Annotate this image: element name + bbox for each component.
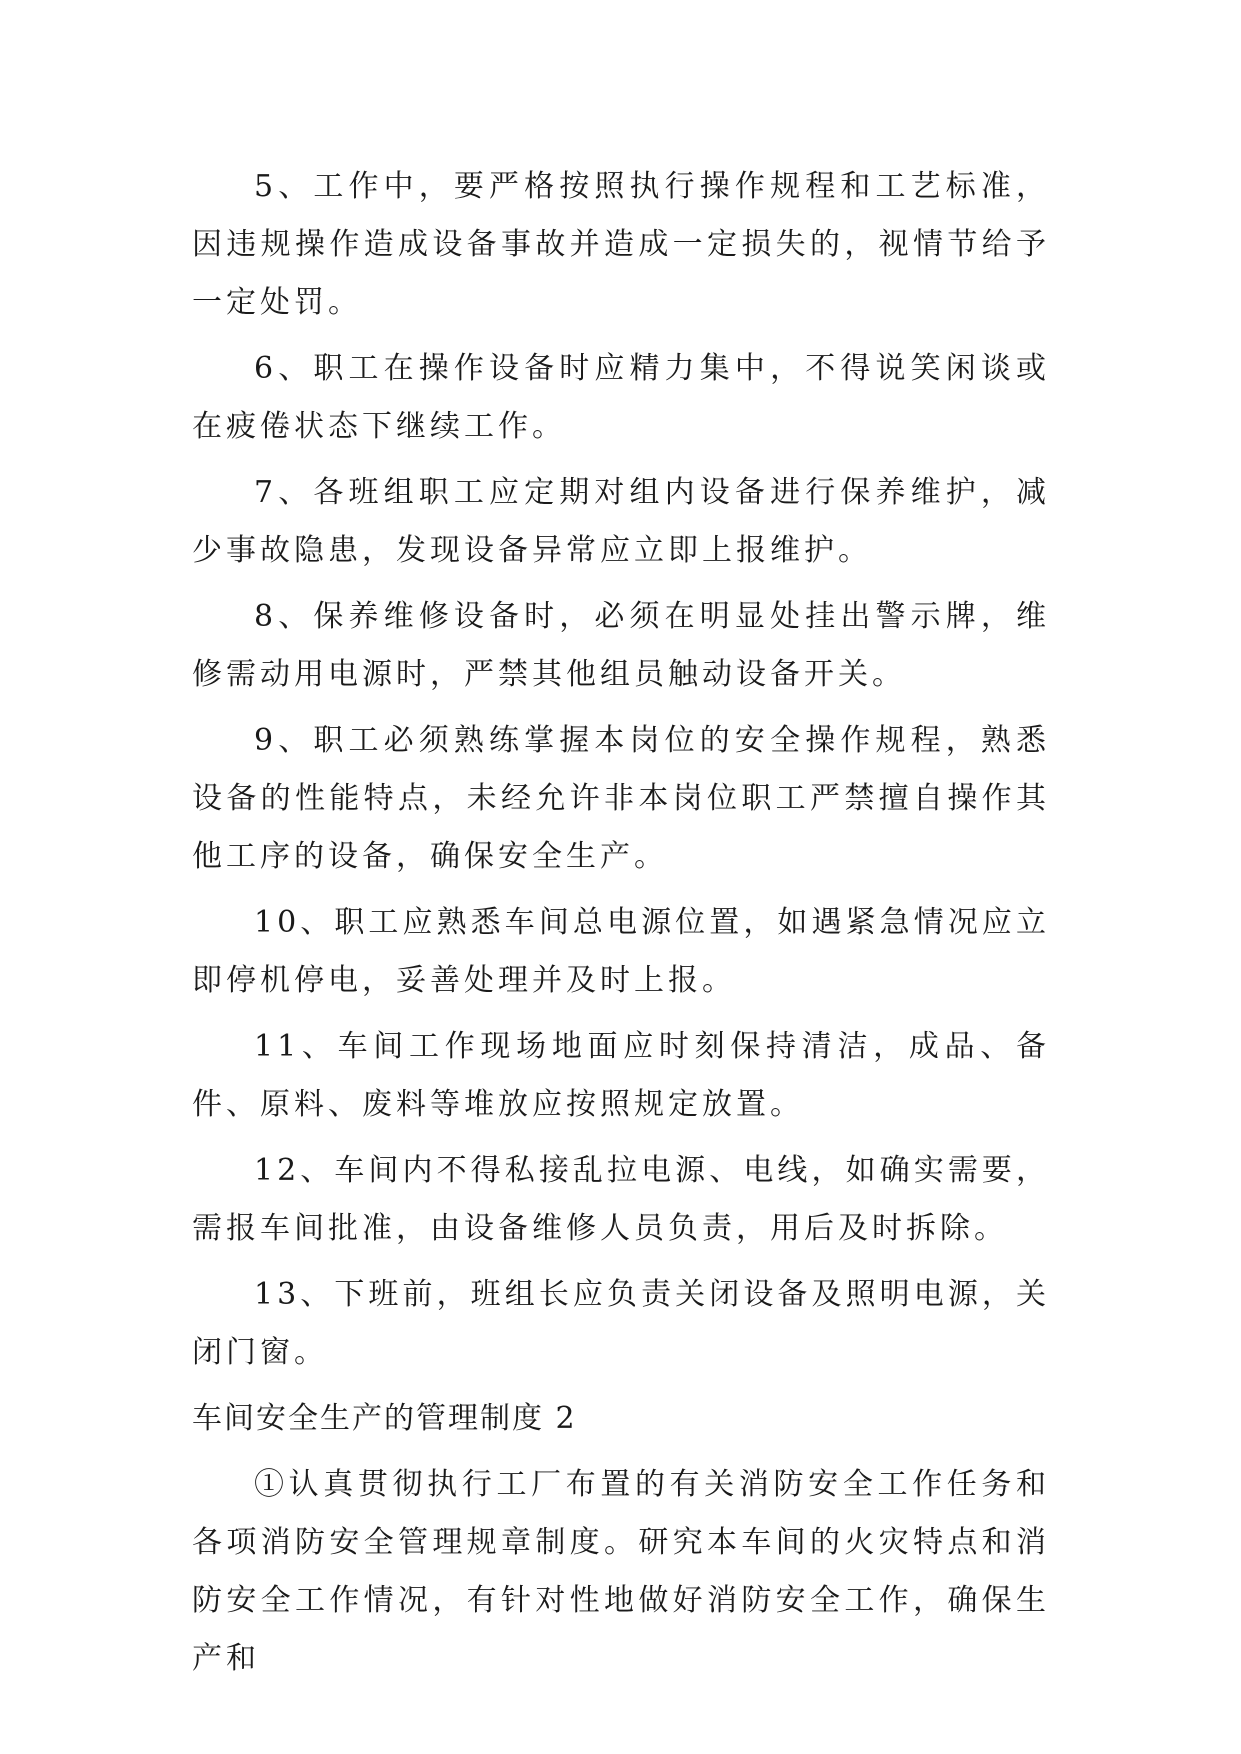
paragraph-item-1-circled: ①认真贯彻执行工厂布置的有关消防安全工作任务和各项消防安全管理规章制度。研究本车间的火灾特点和消防安全工作情况，有针对性地做好消防安全工作，确保生产和 [192,1467,1050,1676]
paragraph-item-13: 13、下班前，班组长应负责关闭设备及照明电源，关闭门窗。 [192,1277,1050,1370]
paragraph-item-8: 8、保养维修设备时，必须在明显处挂出警示牌，维修需动用电源时，严禁其他组员触动设备开关。 [192,599,1050,692]
paragraph-item-6: 6、职工在操作设备时应精力集中，不得说笑闲谈或在疲倦状态下继续工作。 [192,351,1050,444]
section-heading: 车间安全生产的管理制度 2 [192,1401,577,1436]
document-body [192,158,1050,1696]
paragraph-item-11: 11、车间工作现场地面应时刻保持清洁，成品、备件、原料、废料等堆放应按照规定放置。 [192,1029,1050,1122]
paragraph-item-5: 5、工作中，要严格按照执行操作规程和工艺标准，因违规操作造成设备事故并造成一定损失的，视情节给予一定处罚。 [192,169,1050,320]
paragraph-item-7: 7、各班组职工应定期对组内设备进行保养维护，减少事故隐患，发现设备异常应立即上报维护。 [192,475,1050,568]
paragraph-item-9: 9、职工必须熟练掌握本岗位的安全操作规程，熟悉设备的性能特点，未经允许非本岗位职工严禁擅自操作其他工序的设备，确保安全生产。 [192,723,1050,874]
paragraph-item-12: 12、车间内不得私接乱拉电源、电线，如确实需要，需报车间批准，由设备维修人员负责，用后及时拆除。 [192,1153,1050,1246]
paragraph-item-10: 10、职工应熟悉车间总电源位置，如遇紧急情况应立即停机停电，妥善处理并及时上报。 [192,905,1050,998]
